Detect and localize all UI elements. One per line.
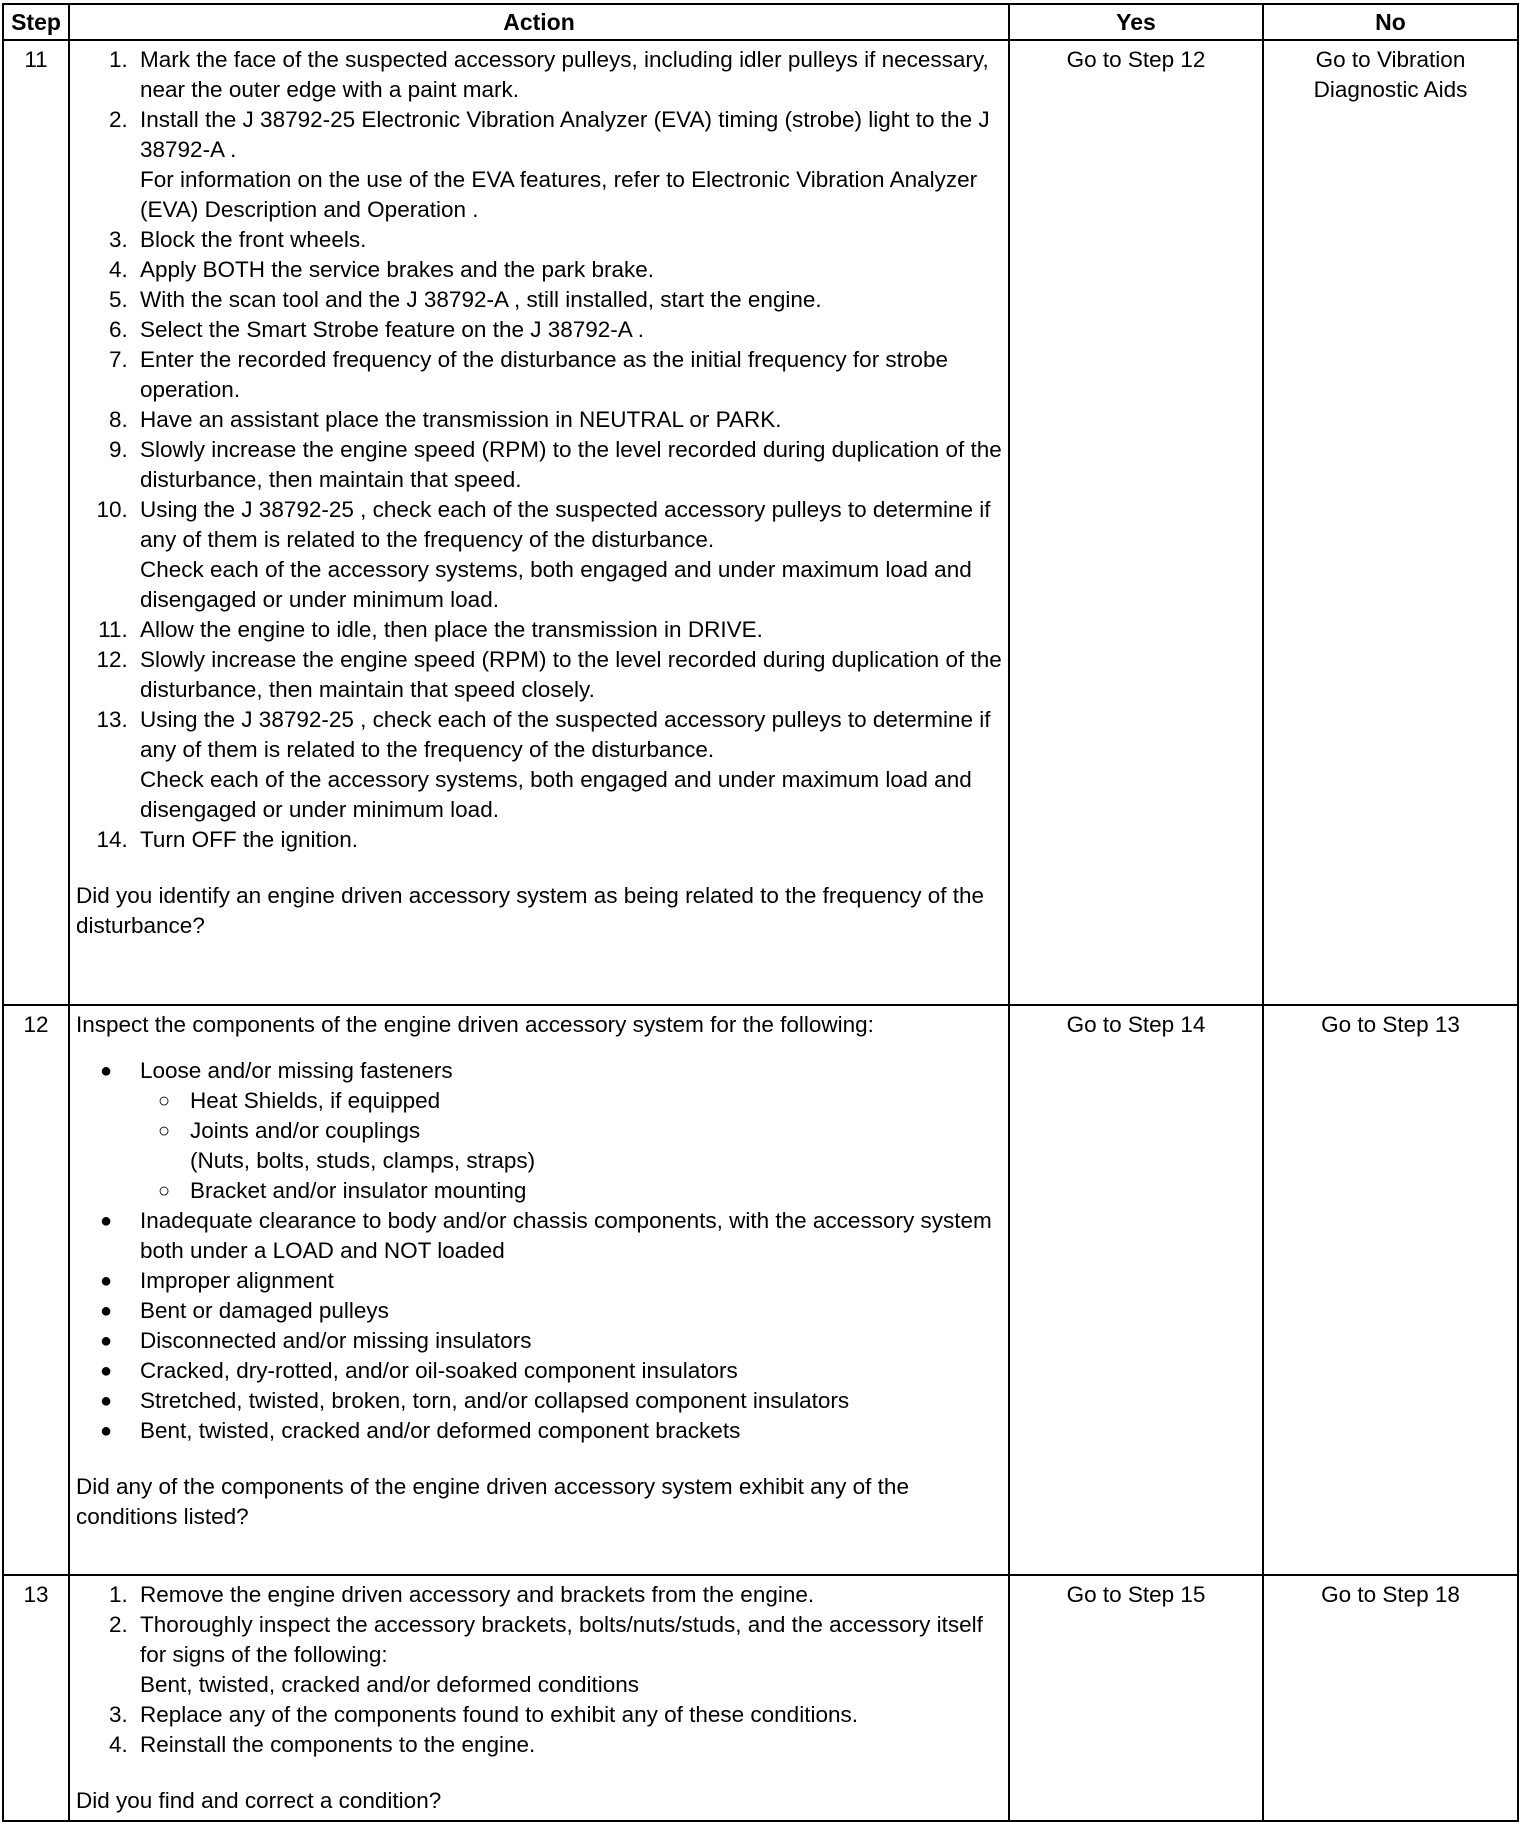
diagnostic-table [2,3,1519,1822]
list-item: ● Disconnected and/or missing insulators [134,1326,1002,1356]
list-item-text: 2. Thoroughly inspect the accessory brackets, bolts/nuts/studs, and the accessory itself for signs of the following: [140,1612,983,1667]
yes-cell: Go to Step 15 [1009,1575,1263,1821]
sub-list-item-text: ○ Joints and/or couplings [190,1118,421,1143]
list-item: ● Bent or damaged pulleys [134,1296,1002,1326]
action-steps-list [76,45,1002,855]
list-item: ● Improper alignment [134,1266,1002,1296]
list-item [134,495,1002,615]
sub-list [140,1086,1002,1206]
header-yes: Yes [1009,4,1263,40]
inspection-list [76,1056,1002,1446]
list-item-note: Check each of the accessory systems, both engaged and under maximum load and disengaged or under minimum load. [140,767,972,822]
list-item: 1. Mark the face of the suspected accessory pulleys, including idler pulleys if necessary, near the outer edge with a paint mark. [134,45,1002,105]
no-cell: Go to Step 13 [1263,1005,1518,1575]
list-item-text: 2. Install the J 38792-25 Electronic Vibration Analyzer (EVA) timing (strobe) light to the J 38792-A . [140,107,990,162]
header-step: Step [3,4,69,40]
list-item: 12. Slowly increase the engine speed (RPM) to the level recorded during duplication of the disturbance, then maintain that speed closely. [134,645,1002,705]
yes-cell: Go to Step 12 [1009,40,1263,1005]
question-text: Did any of the components of the engine driven accessory system exhibit any of the conditions listed? [76,1474,909,1529]
list-item [134,105,1002,225]
list-item: ● Bent, twisted, cracked and/or deformed component brackets [134,1416,1002,1446]
list-item-text: Loose and/or missing fasteners [140,1058,453,1083]
sub-list-item: ○ Heat Shields, if equipped [190,1086,1002,1116]
list-item: 14. Turn OFF the ignition. [134,825,1002,855]
action-cell [69,1005,1009,1575]
list-item: 3. Replace any of the components found to exhibit any of these conditions. [134,1700,1002,1730]
list-item: 7. Enter the recorded frequency of the disturbance as the initial frequency for strobe operation. [134,345,1002,405]
list-item [134,1056,1002,1206]
table-row-step-11 [3,40,1518,1005]
list-item-text: 13. Using the J 38792-25 , check each of the suspected accessory pulleys to determine if any of them is related to the frequency of the disturbance. [140,707,991,762]
no-cell [1263,40,1518,1005]
sub-list-item-note: (Nuts, bolts, studs, clamps, straps) [190,1148,536,1173]
list-item: 4. Apply BOTH the service brakes and the park brake. [134,255,1002,285]
header-action: Action [69,4,1009,40]
list-item: ● Stretched, twisted, broken, torn, and/or collapsed component insulators [134,1386,1002,1416]
no-cell-line: Go to Vibration [1315,47,1466,72]
sub-list-item: ○ Bracket and/or insulator mounting [190,1176,1002,1206]
no-cell-line: Diagnostic Aids [1313,77,1468,102]
step-number: 11 [3,40,69,1005]
list-item [134,1610,1002,1700]
header-no: No [1263,4,1518,40]
action-cell [69,1575,1009,1821]
list-item: 9. Slowly increase the engine speed (RPM) to the level recorded during duplication of the disturbance, then maintain that speed. [134,435,1002,495]
list-item: ● Inadequate clearance to body and/or chassis components, with the accessory system both under a LOAD and NOT loaded [134,1206,1002,1266]
list-item: 6. Select the Smart Strobe feature on the J 38792-A . [134,315,1002,345]
question-text: Did you find and correct a condition? [76,1788,442,1813]
sub-list-item [190,1116,1002,1176]
table-row-step-12 [3,1005,1518,1575]
list-item-note: Bent, twisted, cracked and/or deformed conditions [140,1672,640,1697]
list-item [134,705,1002,825]
list-item: 8. Have an assistant place the transmission in NEUTRAL or PARK. [134,405,1002,435]
list-item: 4. Reinstall the components to the engine. [134,1730,1002,1760]
list-item-text: 10. Using the J 38792-25 , check each of the suspected accessory pulleys to determine if any of them is related to the frequency of the disturbance. [140,497,991,552]
step-number: 13 [3,1575,69,1821]
table-row-step-13 [3,1575,1518,1821]
list-item: 1. Remove the engine driven accessory and brackets from the engine. [134,1580,1002,1610]
list-item: 3. Block the front wheels. [134,225,1002,255]
list-item: ● Cracked, dry-rotted, and/or oil-soaked component insulators [134,1356,1002,1386]
list-item: 11. Allow the engine to idle, then place the transmission in DRIVE. [134,615,1002,645]
header-row [3,4,1518,40]
question-text: Did you identify an engine driven accessory system as being related to the frequency of the disturbance? [76,883,985,938]
list-item-note: Check each of the accessory systems, both engaged and under maximum load and disengaged or under minimum load. [140,557,972,612]
action-cell [69,40,1009,1005]
list-item: 5. With the scan tool and the J 38792-A , still installed, start the engine. [134,285,1002,315]
step-number: 12 [3,1005,69,1575]
intro-text: Inspect the components of the engine driven accessory system for the following: [76,1012,874,1037]
no-cell: Go to Step 18 [1263,1575,1518,1821]
action-steps-list [76,1580,1002,1760]
list-item-note: For information on the use of the EVA features, refer to Electronic Vibration Analyzer (EVA) Description and Operation . [140,167,978,222]
yes-cell: Go to Step 14 [1009,1005,1263,1575]
